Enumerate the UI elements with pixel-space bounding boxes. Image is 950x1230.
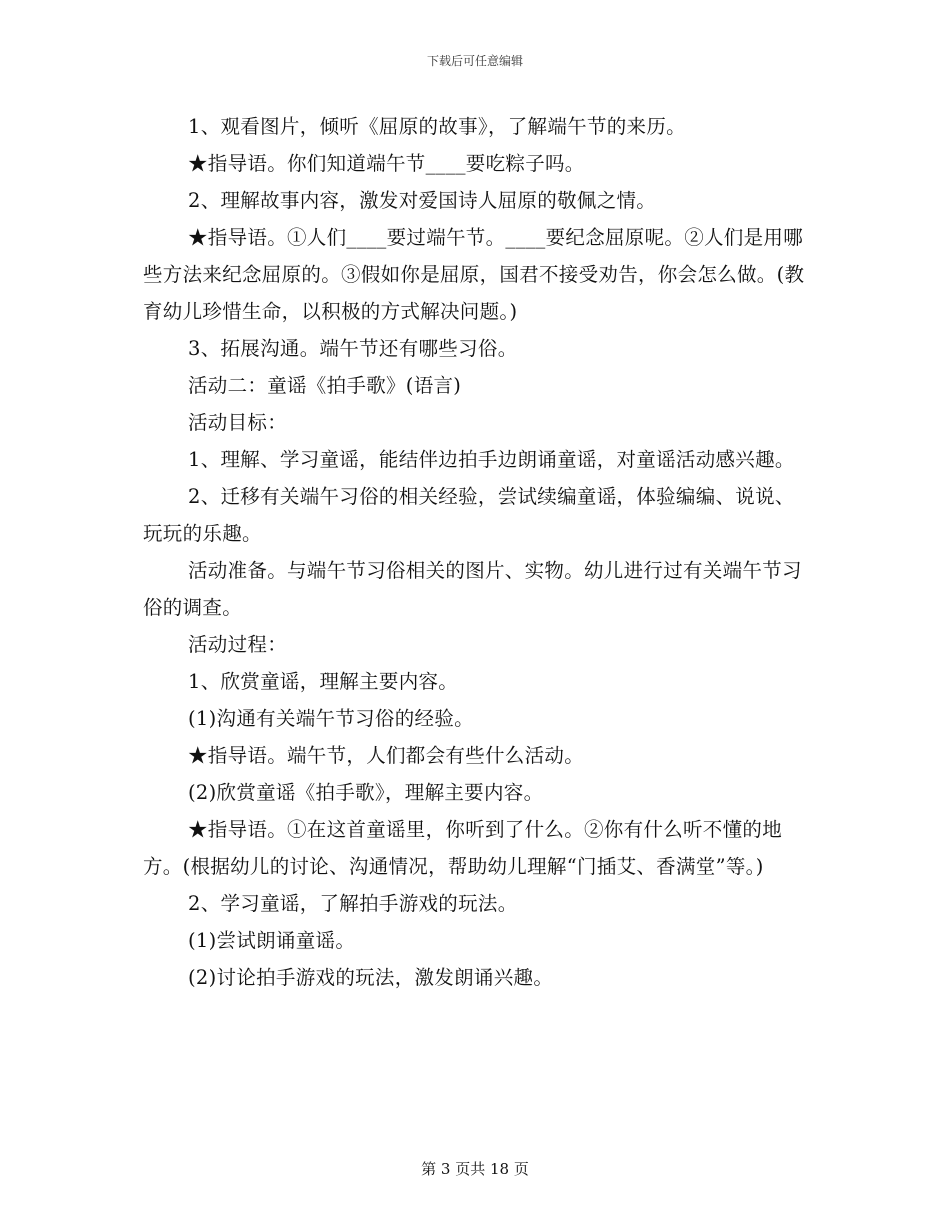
section-heading: 活动二：童谣《拍手歌》(语言): [188, 374, 462, 397]
paragraph: 活动过程：: [188, 633, 288, 656]
page-header: 下载后可任意编辑: [426, 54, 523, 68]
paragraph: 1、观看图片，倾听《屈原的故事》，了解端午节的来历。: [188, 115, 686, 138]
page-footer: 第 3 页共 18 页: [421, 1160, 529, 1178]
paragraph: (2)讨论拍手游戏的玩法，激发朗诵兴趣。: [188, 966, 554, 989]
paragraph: 3、拓展沟通。端午节还有哪些习俗。: [188, 337, 518, 360]
paragraph: 1、理解、学习童谣，能结伴边拍手边朗诵童谣，对童谣活动感兴趣。: [188, 448, 795, 471]
paragraph: 2、理解故事内容，激发对爱国诗人屈原的敬佩之情。: [188, 189, 657, 212]
paragraph: 活动目标：: [188, 411, 288, 434]
paragraph: 2、学习童谣，了解拍手游戏的玩法。: [188, 892, 518, 915]
paragraph: ★指导语。①人们____要过端午节。____要纪念屈原呢。②人们是用哪些方法来纪念屈原的。③假如你是屈原，国君不接受劝告，你会怎么做。(教育幼儿珍惜生命，以积极的方式解决问题。): [143, 226, 805, 323]
paragraph: (1)尝试朗诵童谣。: [188, 929, 356, 952]
paragraph: 1、欣赏童谣，理解主要内容。: [188, 670, 459, 693]
paragraph: ★指导语。端午节，人们都会有些什么活动。: [188, 744, 585, 767]
paragraph: (1)沟通有关端午节习俗的经验。: [188, 707, 474, 730]
paragraph: 2、迁移有关端午习俗的相关经验，尝试续编童谣，体验编编、说说、玩玩的乐趣。: [143, 485, 795, 545]
paragraph: (2)欣赏童谣《拍手歌》，理解主要内容。: [188, 781, 544, 804]
paragraph: ★指导语。你们知道端午节____要吃粽子吗。: [188, 152, 585, 175]
paragraph: ★指导语。①在这首童谣里，你听到了什么。②你有什么听不懂的地方。(根据幼儿的讨论、沟通情况，帮助幼儿理解“门插艾、香满堂”等。): [143, 818, 783, 878]
paragraph: 活动准备。与端午节习俗相关的图片、实物。幼儿进行过有关端午节习俗的调查。: [143, 559, 802, 619]
document-body: [143, 108, 808, 996]
